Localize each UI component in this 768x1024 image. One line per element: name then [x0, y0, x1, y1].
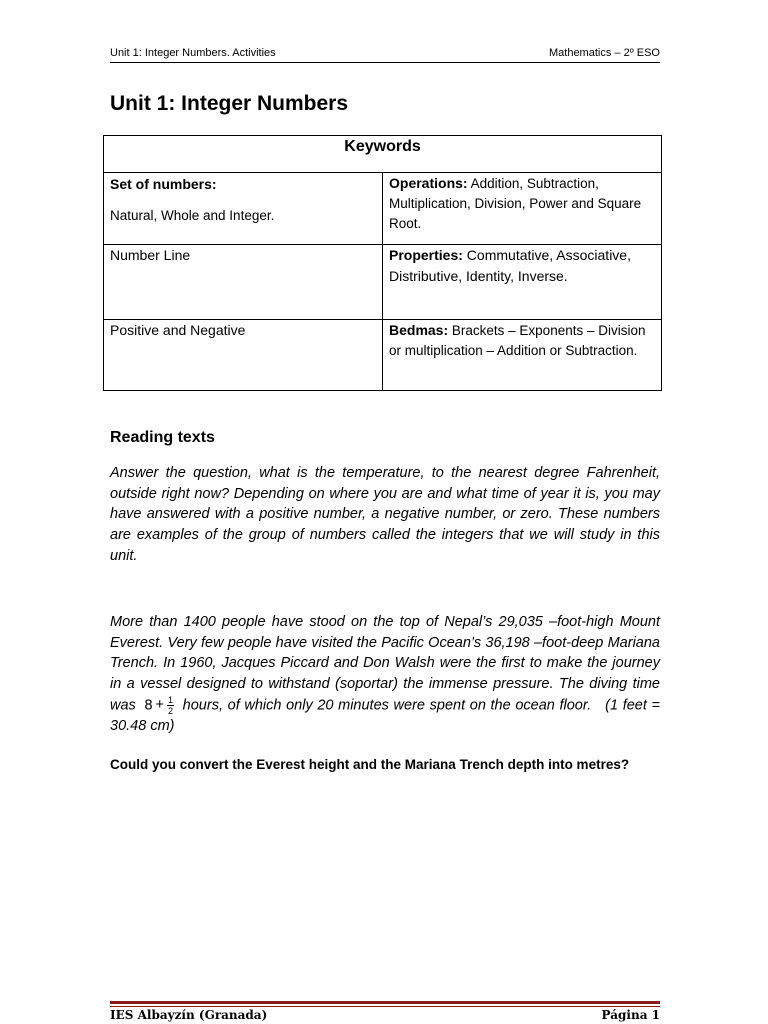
keyword-cell-positive-negative — [104, 320, 383, 391]
table-row — [104, 173, 662, 245]
keyword-label: Bedmas: — [389, 322, 449, 338]
fraction — [167, 695, 174, 716]
header-subject-label: Mathematics – 2º ESO — [548, 47, 660, 59]
question-text: Could you convert the Everest height and the Mariana Trench depth into metres? — [110, 757, 630, 772]
keyword-cell-bedmas — [383, 320, 662, 391]
keyword-label: Set of numbers: — [110, 176, 217, 192]
footer-school: IES Albayzín (Granada) — [110, 1008, 268, 1022]
page-number: Página 1 — [601, 1008, 660, 1022]
keywords-header-row — [104, 136, 662, 173]
reading-paragraph-everest — [110, 612, 660, 737]
paragraph-text: hours, of which only 20 minutes were spent on the ocean floor. (1 feet = 30.48 cm) — [110, 697, 661, 734]
keyword-cell-properties — [383, 245, 662, 320]
page-footer — [110, 1007, 660, 1023]
running-header — [110, 46, 660, 63]
keyword-text: Positive and Negative — [110, 322, 246, 338]
reading-paragraph-temperature: Answer the question, what is the temperature, to the nearest degree Fahrenheit, outside right now? Depending on where you are and what time of year it is, you may have answered with a positive number, a negative number, or zero. These numbers are examples of the group of numbers called the integers that we will study in this unit. — [110, 465, 660, 564]
keyword-cell-number-line — [104, 245, 383, 320]
table-row — [104, 320, 662, 391]
footer-rule — [110, 1001, 660, 1004]
mixed-number-formula — [144, 695, 174, 716]
fraction-denominator: 2 — [168, 705, 174, 716]
keywords-heading: Keywords — [104, 136, 662, 173]
fraction-whole: 8 — [144, 697, 153, 714]
keyword-text: Addition, Subtraction, Multiplication, Division, Power and Square Root. — [389, 176, 642, 231]
header-unit-label: Unit 1: Integer Numbers. Activities — [110, 47, 276, 59]
section-heading-reading-texts: Reading texts — [110, 429, 215, 446]
keyword-text: Brackets – Exponents – Division or multiplication – Addition or Subtraction. — [389, 323, 646, 358]
table-row — [104, 245, 662, 320]
fraction-numerator: 1 — [168, 694, 174, 705]
fraction-plus: + — [155, 697, 164, 714]
keyword-text: Commutative, Associative, Distributive, Identity, Inverse. — [389, 247, 631, 284]
keyword-label: Operations: — [389, 175, 468, 191]
keywords-table — [103, 135, 662, 391]
keyword-label: Properties: — [389, 247, 463, 263]
keyword-cell-operations — [383, 173, 662, 245]
keyword-cell-set-of-numbers — [104, 173, 383, 245]
page-title: Unit 1: Integer Numbers — [110, 92, 349, 115]
keyword-text: Natural, Whole and Integer. — [110, 208, 275, 223]
keyword-text: Number Line — [110, 247, 191, 263]
paragraph-text: More than 1400 people have stood on the top of Nepal’s 29,035 –foot-high Mount Everest. Very few people have visited the Pacific Ocean’s 36,198 –foot-deep Mariana Trench. In 1960, Jacques Piccard and Don Walsh were the first to make the journey in a vessel designed to withstand (soportar) the immense pressure. The diving time was — [110, 614, 660, 714]
